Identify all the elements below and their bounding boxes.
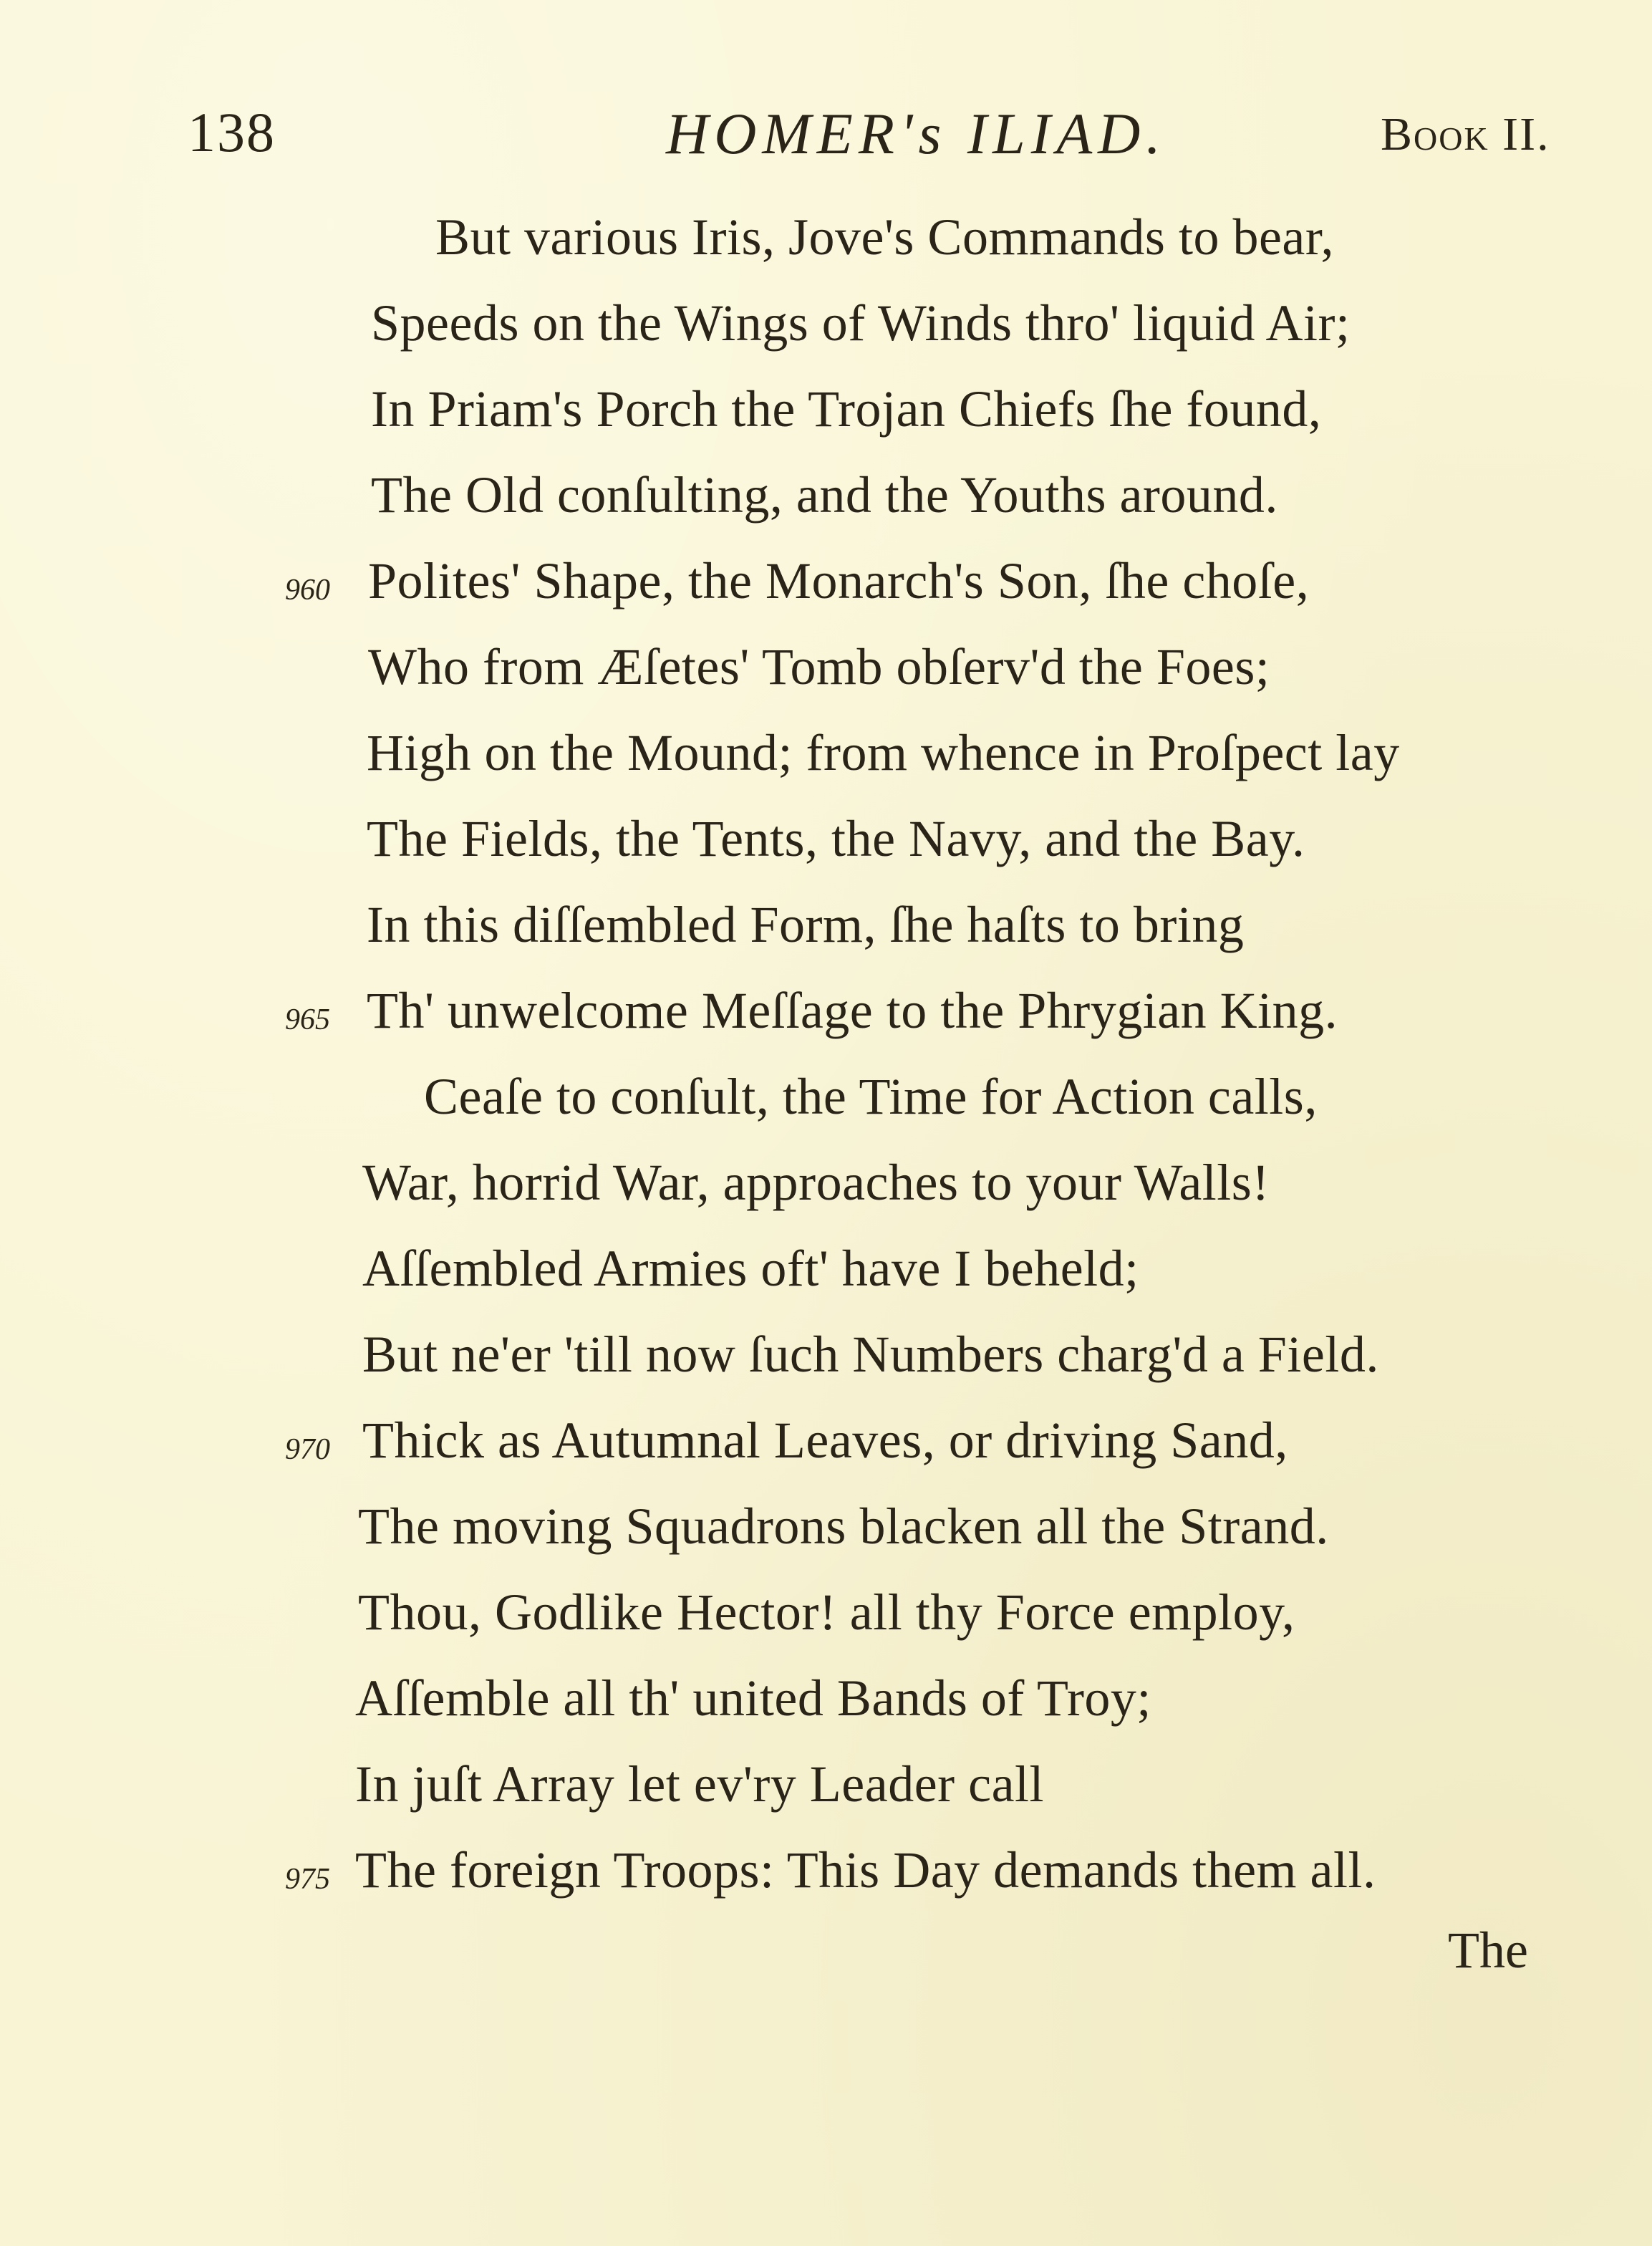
verse-text: Ceaſe to conſult, the Time for Action calls, [424, 1068, 1318, 1125]
verse-line [0, 637, 1652, 716]
verse-text: Who from Æſetes' Tomb obſerv'd the Foes; [368, 638, 1270, 695]
verse-text: Thou, Godlike Hector! all thy Force employ, [358, 1584, 1295, 1641]
verse-line [0, 208, 1652, 286]
verse-line [0, 1755, 1652, 1833]
verse-line [0, 1325, 1652, 1404]
verse-text: The foreign Troops: This Day demands them all. [355, 1841, 1376, 1899]
verse-text: But various Iris, Jove's Commands to bear, [435, 208, 1334, 266]
verse-line [0, 1669, 1652, 1748]
page-header [0, 93, 1652, 172]
verse-text: The Old conſulting, and the Youths around. [371, 466, 1278, 524]
verse-line [0, 1583, 1652, 1662]
running-title: HOMER's ILIAD. [666, 101, 1166, 166]
verse-line [0, 1153, 1652, 1232]
verse-line [0, 294, 1652, 372]
verse-line [0, 809, 1652, 888]
verse-text: In Priam's Porch the Trojan Chiefs ſhe found, [371, 380, 1322, 438]
verse-text: Speeds on the Wings of Winds thro' liquid Air; [371, 294, 1351, 352]
verse-text: Th' unwelcome Meſſage to the Phrygian King. [367, 982, 1338, 1039]
line-number: 960 [285, 574, 330, 607]
verse-line [0, 551, 1652, 630]
verse-text: In this diſſembled Form, ſhe haſts to bring [367, 896, 1245, 953]
line-number: 970 [285, 1433, 330, 1466]
verse-text: The Fields, the Tents, the Navy, and the Bay. [367, 810, 1305, 867]
verse-line [0, 1411, 1652, 1490]
verse-text: Thick as Autumnal Leaves, or driving Sand, [362, 1412, 1288, 1469]
verse-text: In juſt Array let ev'ry Leader call [355, 1755, 1045, 1813]
verse-text: The moving Squadrons blacken all the Strand. [358, 1498, 1329, 1555]
catchword: The [1448, 1922, 1528, 1979]
verse-text: High on the Mound; from whence in Proſpect lay [367, 724, 1400, 781]
verse-line [0, 1239, 1652, 1318]
verse-text: But ne'er 'till now ſuch Numbers charg'd a Field. [362, 1326, 1379, 1383]
verse-text: Polites' Shape, the Monarch's Son, ſhe choſe, [368, 552, 1310, 609]
verse-line [0, 1841, 1652, 1919]
verse-line [0, 895, 1652, 974]
line-number: 965 [285, 1003, 330, 1036]
book-label: Book II. [1381, 108, 1550, 160]
line-number: 975 [285, 1863, 330, 1896]
verse-line [0, 1497, 1652, 1576]
verse-text: Aſſembled Armies oft' have I beheld; [362, 1240, 1139, 1297]
verse-line [0, 466, 1652, 544]
verse-text: Aſſemble all th' united Bands of Troy; [355, 1669, 1151, 1727]
verse-line [0, 981, 1652, 1060]
verse-line [0, 723, 1652, 802]
page-number: 138 [188, 101, 276, 163]
verse-text: War, horrid War, approaches to your Walls! [362, 1154, 1270, 1211]
verse-line [0, 380, 1652, 458]
verse-line [0, 1067, 1652, 1146]
